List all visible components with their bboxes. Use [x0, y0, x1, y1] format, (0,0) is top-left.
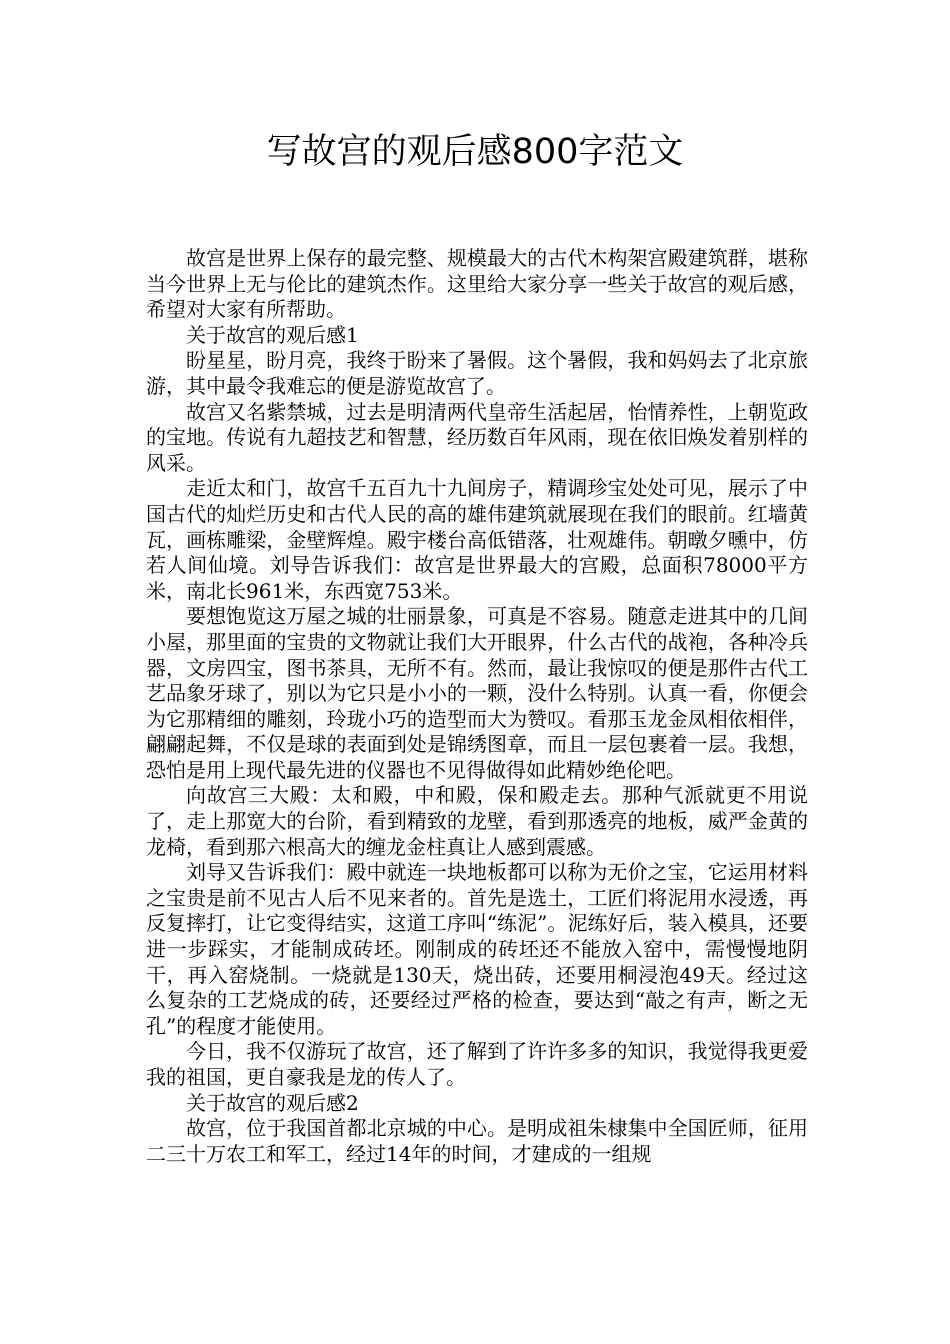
paragraph: 向故宫三大殿：太和殿，中和殿，保和殿走去。那种气派就更不用说了，走上那宽大的台阶，看到精致的龙壁，看到那透亮的地板，威严金黄的龙椅，看到那六根高大的缠龙金柱真让人感到震感。	[146, 783, 808, 859]
paragraph: 故宫又名紫禁城，过去是明清两代皇帝生活起居，怡情养性，上朝览政的宝地。传说有九超技艺和智慧，经历数百年风雨，现在依旧焕发着别样的风采。	[146, 399, 808, 475]
section-heading-1: 关于故宫的观后感1	[186, 322, 359, 347]
paragraph: 要想饱览这万屋之城的壮丽景象，可真是不容易。随意走进其中的几间小屋，那里面的宝贵的文物就让我们大开眼界，什么古代的战袍，各种冷兵器，文房四宝，图书茶具，无所不有。然而，最让我惊叹的便是那件古代工艺品象牙球了，别以为它只是小小的一颗，没什么特别。认真一看，你便会为它那精细的雕刻，玲珑小巧的造型而大为赞叹。看那玉龙金凤相依相伴，翩翩起舞，不仅是球的表面到处是锦绣图章，而且一层包裹着一层。我想，恐怕是用上现代最先进的仪器也不见得做得如此精妙绝伦吧。	[146, 604, 808, 782]
paragraph: 刘导又告诉我们：殿中就连一块地板都可以称为无价之宝，它运用材料之宝贵是前不见古人后不见来者的。首先是选土，工匠们将泥用水浸透，再反复摔打，让它变得结实，这道工序叫“练泥”。泥练好后，装入模具，还要进一步踩实，才能制成砖坯。刚制成的砖坯还不能放入窑中，需慢慢地阴干，再入窑烧制。一烧就是130天，烧出砖，还要用桐浸泡49天。经过这么复杂的工艺烧成的砖，还要经过严格的检查，要达到“敲之有声，断之无孔”的程度才能使用。	[146, 860, 808, 1038]
paragraph: 盼星星，盼月亮，我终于盼来了暑假。这个暑假，我和妈妈去了北京旅游，其中最令我难忘的便是游览故宫了。	[146, 348, 808, 398]
paragraph: 故宫，位于我国首都北京城的中心。是明成祖朱棣集中全国匠师，征用二三十万农工和军工，经过14年的时间，才建成的一组规	[146, 1116, 808, 1166]
paragraph: 走近太和门，故宫千五百九十九间房子，精调珍宝处处可见，展示了中国古代的灿烂历史和古代人民的高的雄伟建筑就展现在我们的眼前。红墙黄瓦，画栋雕梁，金壁辉煌。殿宇楼台高低错落，壮观雄伟。朝暾夕曛中，仿若人间仙境。刘导告诉我们：故宫是世界最大的宫殿，总面积78000平方米，南北长961米，东西宽753米。	[146, 476, 808, 603]
section-heading-2: 关于故宫的观后感2	[186, 1090, 359, 1115]
page-title: 写故宫的观后感800字范文	[266, 132, 684, 172]
paragraph: 今日，我不仅游玩了故宫，还了解到了许许多多的知识，我觉得我更爱我的祖国，更自豪我是龙的传人了。	[146, 1039, 808, 1089]
paragraph-intro: 故宫是世界上保存的最完整、规模最大的古代木构架宫殿建筑群，堪称当今世界上无与伦比的建筑杰作。这里给大家分享一些关于故宫的观后感，希望对大家有所帮助。	[146, 246, 808, 322]
article-body	[146, 246, 808, 1167]
